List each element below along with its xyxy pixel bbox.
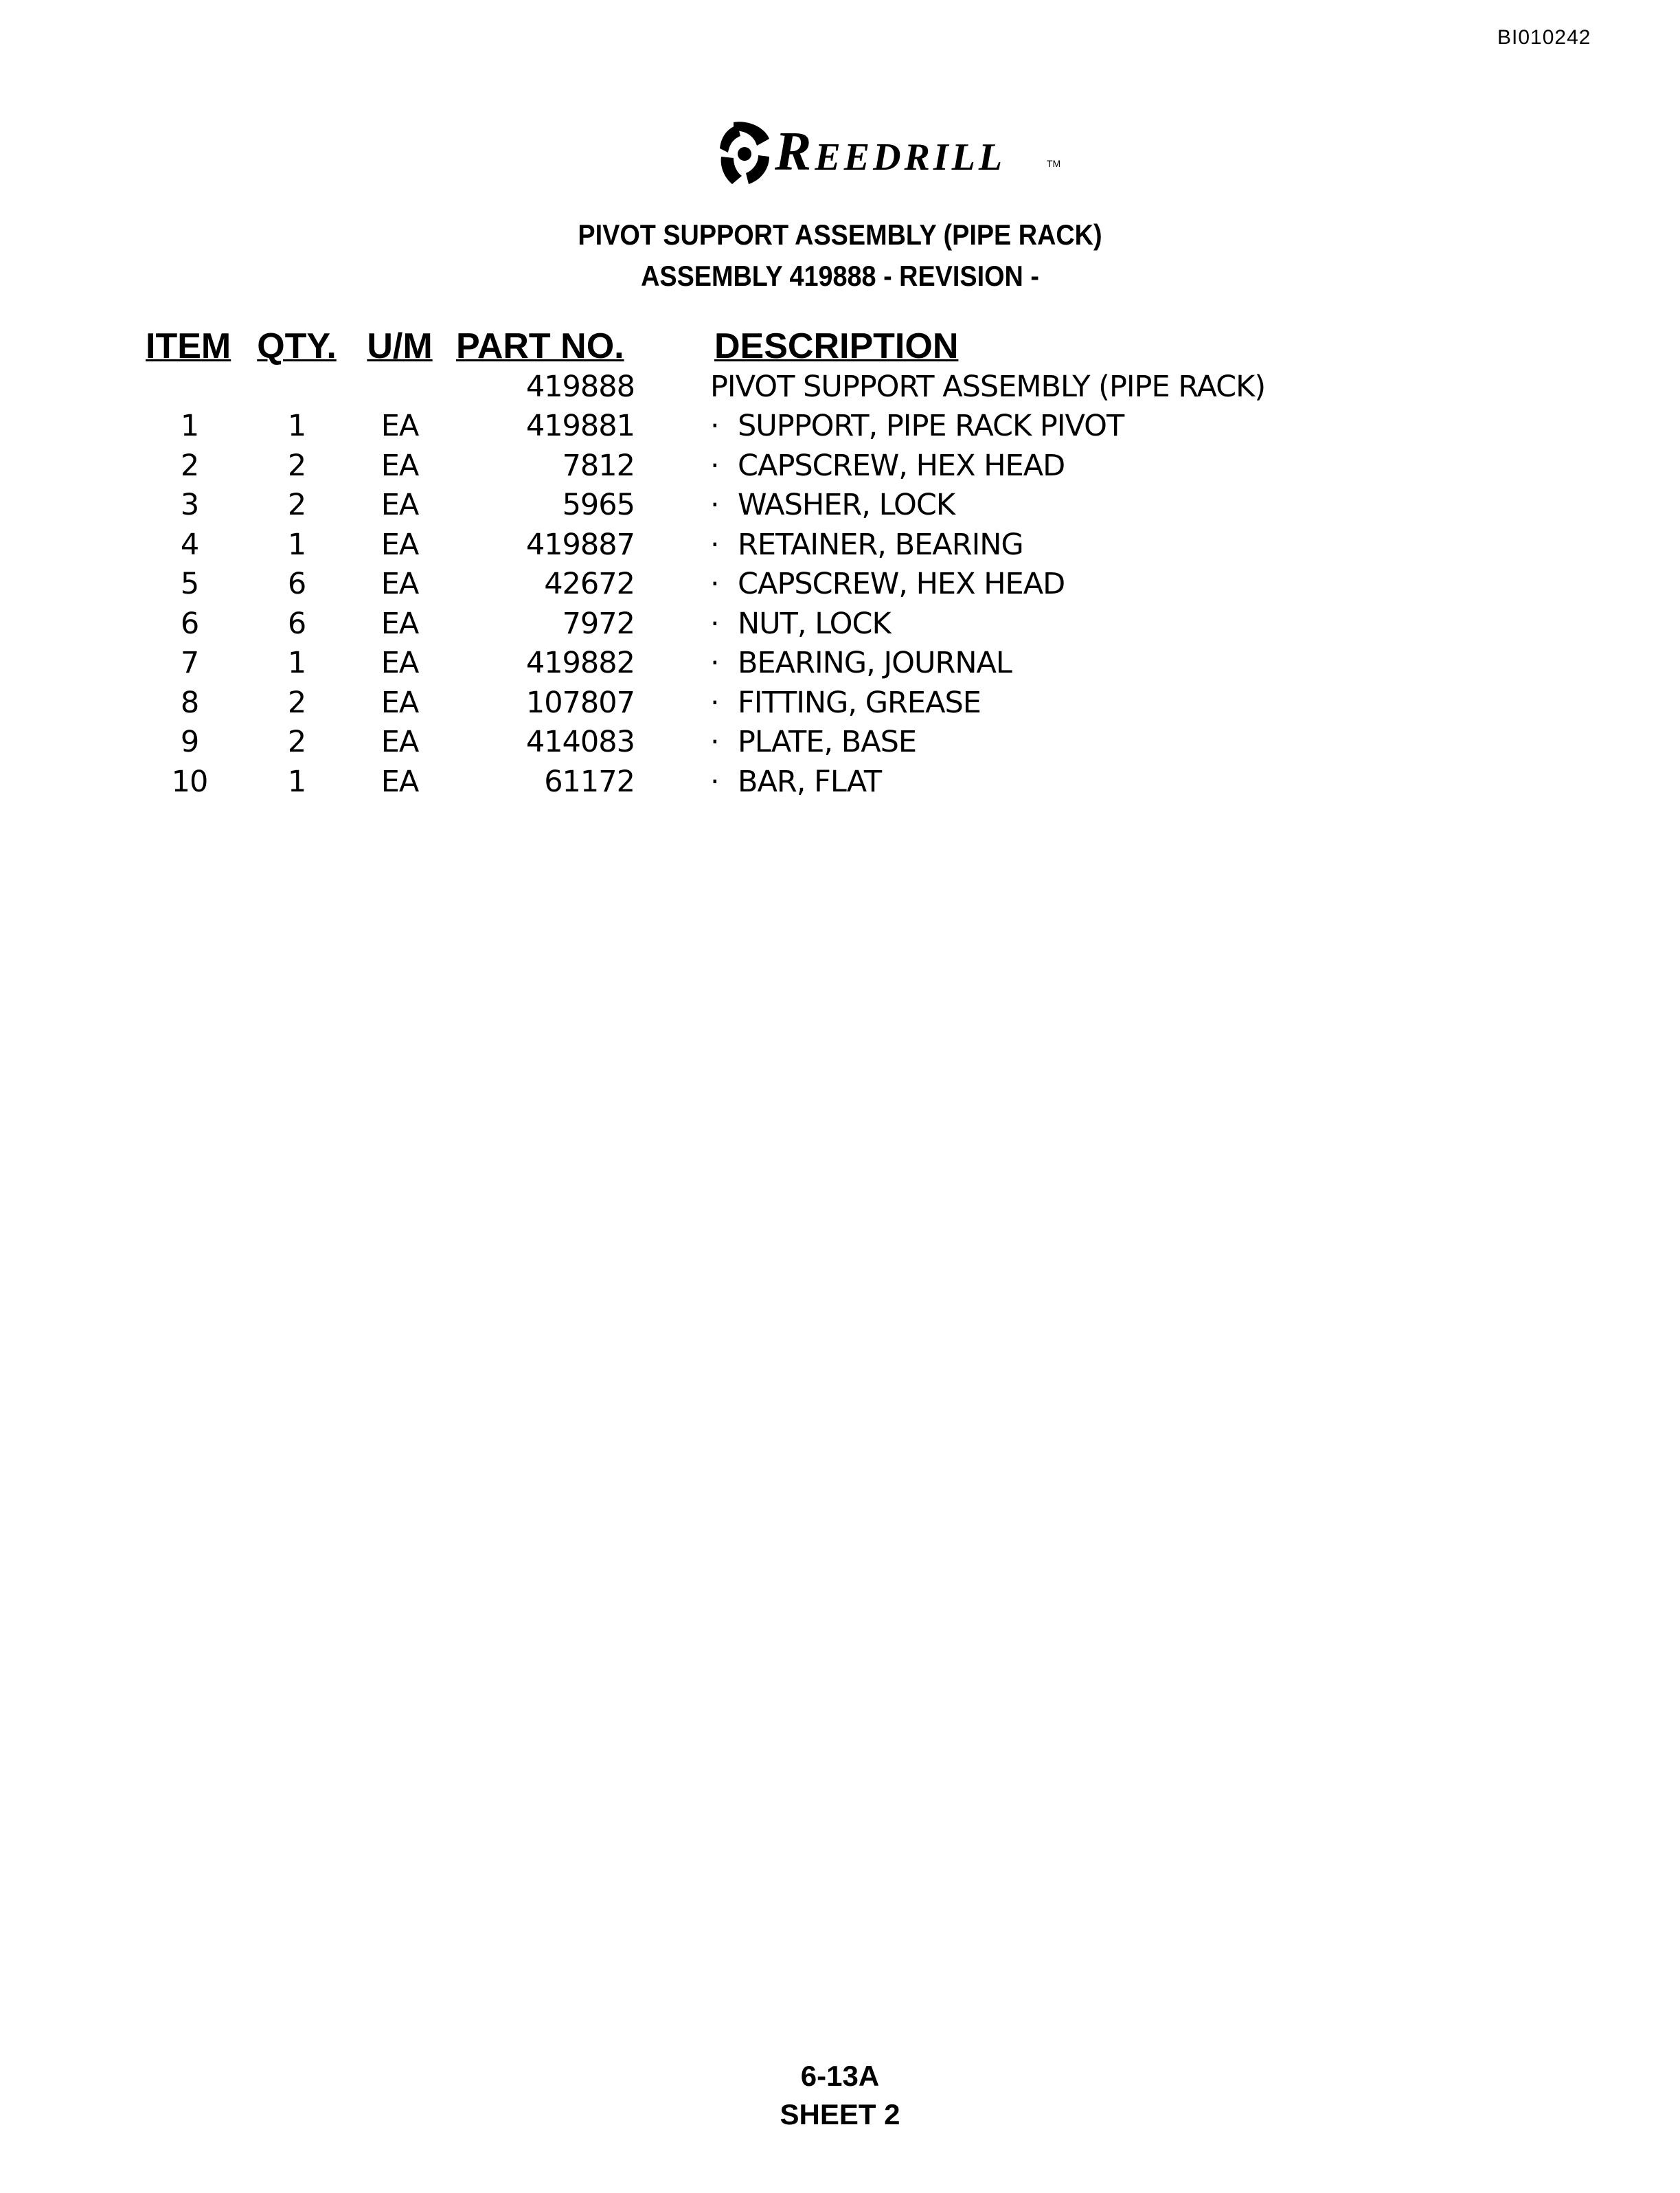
quantity: 1 [287,409,306,444]
header-qty: QTY. [257,326,337,366]
part-description: CAPSCREW, HEX HEAD [738,567,1065,602]
document-id: BI010242 [1497,26,1591,49]
table-row [137,486,1332,526]
indent-bullet: · [710,488,719,523]
indent-bullet: · [710,448,719,483]
trademark-mark: TM [1047,158,1061,169]
part-number: 42672 [544,567,635,602]
unit-of-measure: EA [381,685,419,720]
part-number: 414083 [525,725,635,760]
quantity: 1 [287,527,306,562]
part-description: CAPSCREW, HEX HEAD [738,448,1065,483]
table-row [137,644,1332,684]
part-description-cell [710,683,1332,723]
indent-bullet: · [710,764,719,799]
unit-of-measure: EA [381,567,419,602]
table-row [137,723,1332,763]
page-number: 6-13A [800,2060,880,2092]
part-number: 419881 [525,409,635,444]
header-item: ITEM [146,326,231,366]
item-number: 3 [180,488,199,523]
part-number: 419887 [525,527,635,562]
sheet-number: SHEET 2 [780,2098,900,2130]
assembly-part-no: 419888 [525,369,635,404]
part-description: SUPPORT, PIPE RACK PIVOT [738,409,1124,444]
reedrill-swirl-icon [706,115,782,191]
quantity: 6 [287,567,306,602]
assembly-title [0,214,1680,297]
part-description: RETAINER, BEARING [738,527,1023,562]
indent-bullet: · [710,685,719,720]
assembly-description: PIVOT SUPPORT ASSEMBLY (PIPE RACK) [710,369,1266,404]
part-description: PLATE, BASE [738,725,917,760]
unit-of-measure: EA [381,606,419,641]
part-description-cell [710,565,1332,605]
unit-of-measure: EA [381,409,419,444]
item-number: 2 [180,448,199,483]
reedrill-logo [706,115,1063,191]
item-number: 6 [180,606,199,641]
part-number: 61172 [544,764,635,799]
header-description: DESCRIPTION [714,326,959,366]
quantity: 2 [287,685,306,720]
item-number: 5 [180,567,199,602]
part-description-cell [710,446,1332,486]
quantity: 1 [287,764,306,799]
part-description-cell [710,486,1332,526]
part-description: NUT, LOCK [738,606,891,641]
indent-bullet: · [710,527,719,562]
unit-of-measure: EA [381,448,419,483]
quantity: 6 [287,606,306,641]
title-line-2: ASSEMBLY 419888 - REVISION - [641,260,1039,292]
part-number: 419882 [525,646,635,681]
part-number: 5965 [562,488,635,523]
part-description: BEARING, JOURNAL [738,646,1012,681]
quantity: 1 [287,646,306,681]
page-footer [0,2057,1680,2134]
part-description-cell [710,762,1332,802]
part-number: 107807 [525,685,635,720]
parts-list-table [137,320,1332,802]
indent-bullet: · [710,725,719,760]
table-row [137,565,1332,605]
table-row [137,407,1332,447]
indent-bullet: · [710,646,719,681]
table-row [137,525,1332,565]
title-line-1: PIVOT SUPPORT ASSEMBLY (PIPE RACK) [578,218,1102,251]
table-row [137,604,1332,644]
header-spacer [635,320,710,367]
unit-of-measure: EA [381,488,419,523]
part-description-cell [710,525,1332,565]
item-number: 7 [180,646,199,681]
part-number: 7812 [562,448,635,483]
unit-of-measure: EA [381,646,419,681]
quantity: 2 [287,725,306,760]
unit-of-measure: EA [381,527,419,562]
brand-name: Reedrill [775,122,1006,182]
table-row [137,762,1332,802]
header-part-no: PART NO. [456,326,624,366]
header-um: U/M [367,326,433,366]
indent-bullet: · [710,409,719,444]
part-description-cell [710,407,1332,447]
item-number: 9 [180,725,199,760]
table-row [137,446,1332,486]
item-number: 4 [180,527,199,562]
unit-of-measure: EA [381,764,419,799]
part-description-cell [710,644,1332,684]
part-description: BAR, FLAT [738,764,882,799]
part-description-cell [710,723,1332,763]
part-number: 7972 [562,606,635,641]
part-description: WASHER, LOCK [738,488,955,523]
indent-bullet: · [710,606,719,641]
item-number: 8 [180,685,199,720]
table-row [137,683,1332,723]
assembly-row [137,367,1332,407]
item-number: 1 [180,409,199,444]
item-number: 10 [171,764,208,799]
quantity: 2 [287,488,306,523]
quantity: 2 [287,448,306,483]
unit-of-measure: EA [381,725,419,760]
table-header-row [137,320,1332,367]
indent-bullet: · [710,567,719,602]
part-description: FITTING, GREASE [738,685,981,720]
part-description-cell [710,604,1332,644]
